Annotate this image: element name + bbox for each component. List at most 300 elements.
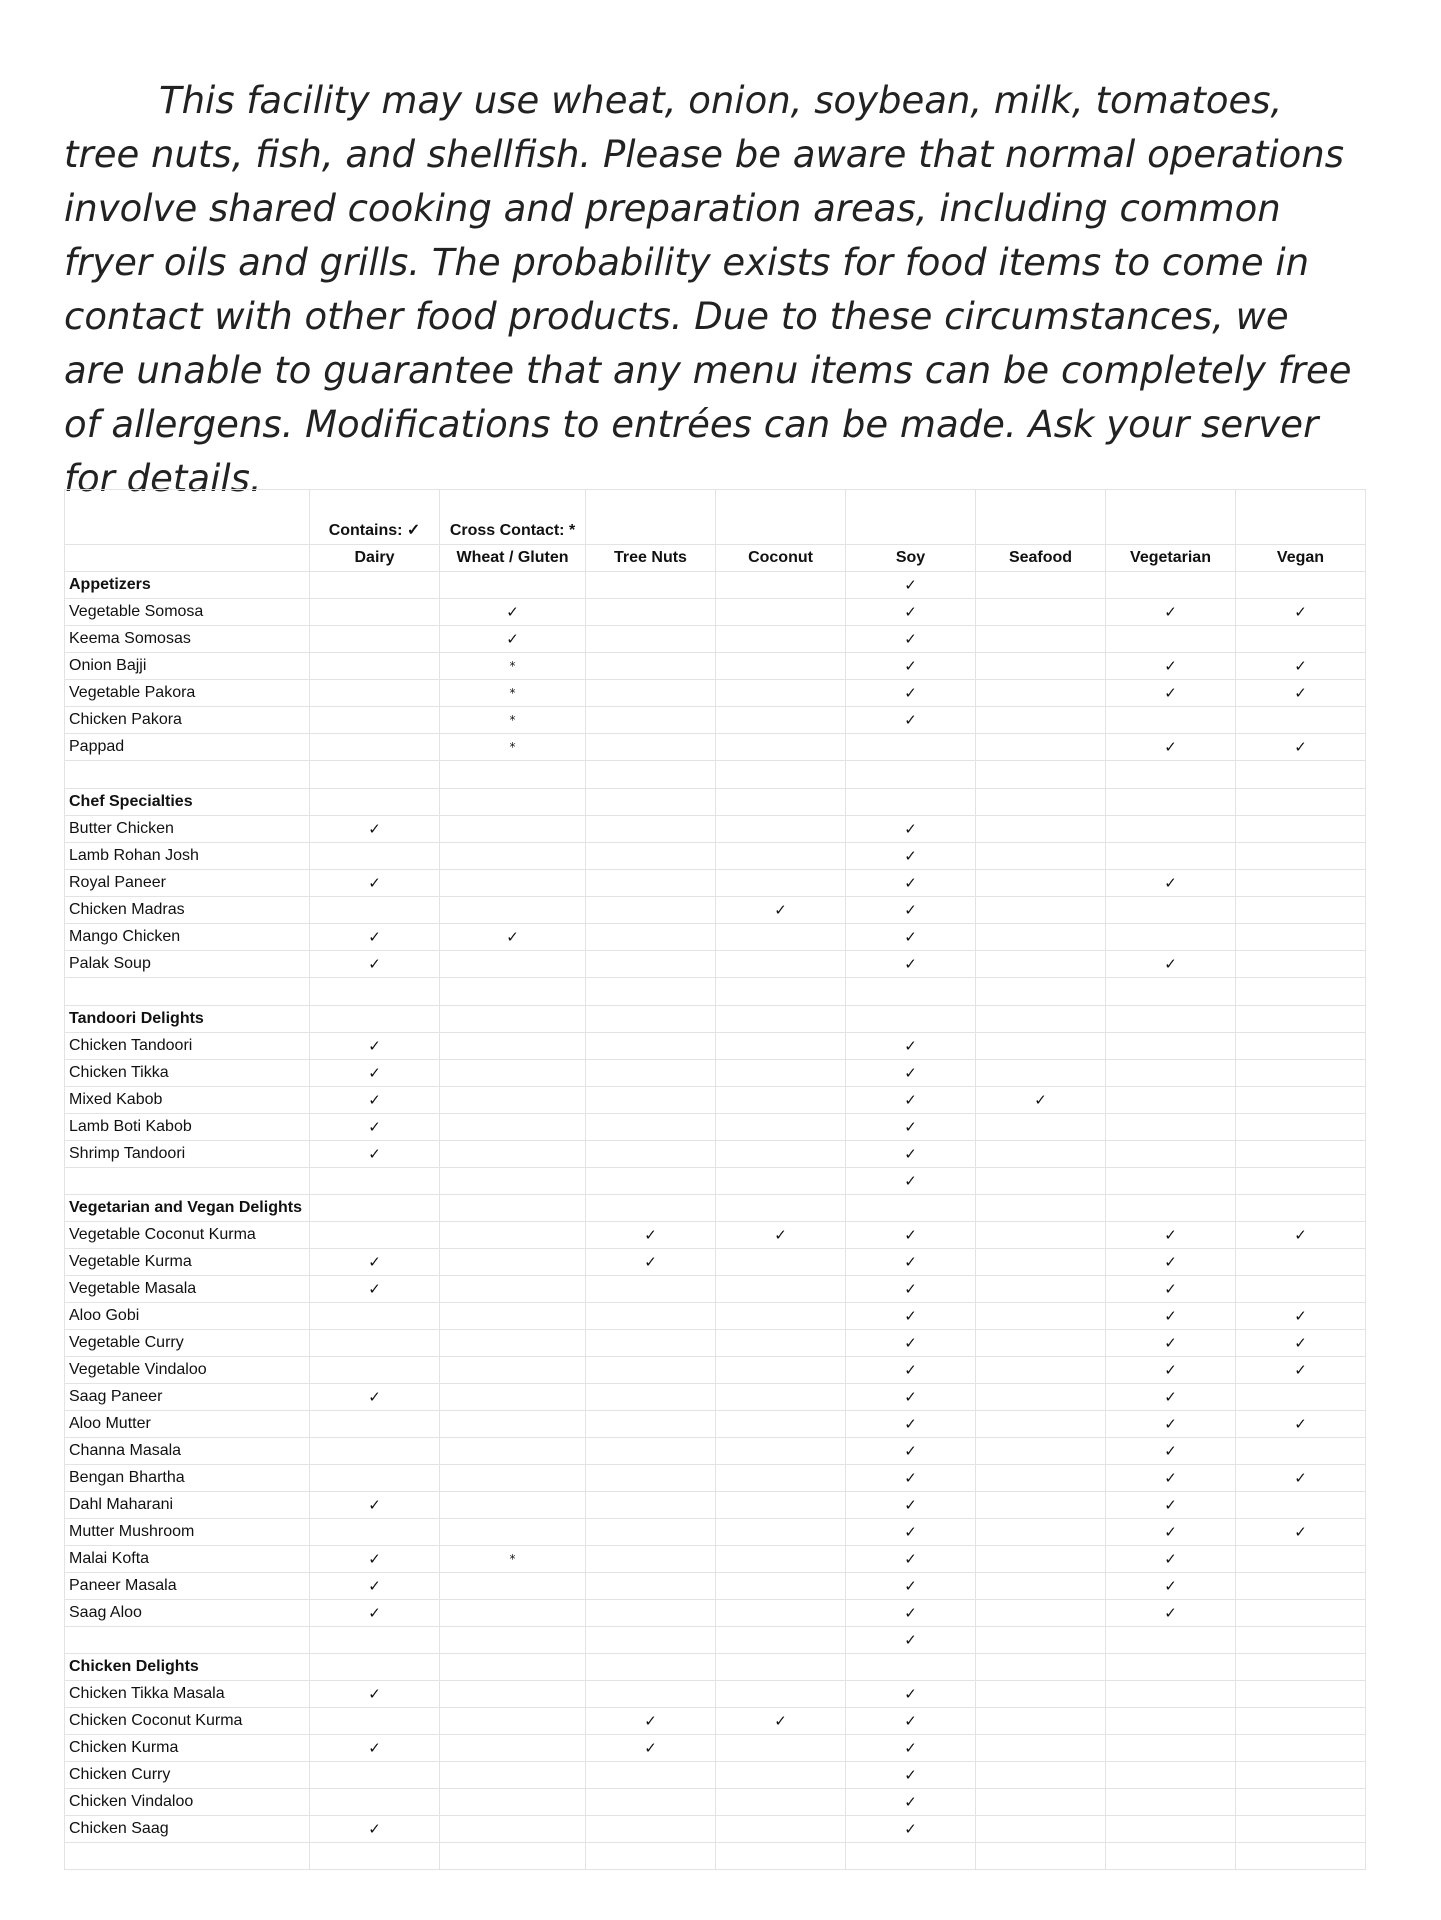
- empty-cell: [1236, 924, 1366, 951]
- check-mark-icon: ✓: [846, 1735, 976, 1762]
- empty-cell: [440, 1681, 586, 1708]
- empty-cell: [586, 599, 716, 626]
- check-mark-icon: ✓: [1106, 1600, 1236, 1627]
- section-header-row: [65, 1195, 1366, 1222]
- menu-item-name: Butter Chicken: [65, 816, 310, 843]
- check-mark-icon: ✓: [1236, 1465, 1366, 1492]
- empty-cell: [1236, 761, 1366, 789]
- empty-cell: [716, 707, 846, 734]
- empty-cell: [846, 978, 976, 1006]
- empty-cell: [440, 789, 586, 816]
- check-mark-icon: ✓: [846, 1033, 976, 1060]
- empty-cell: [586, 1654, 716, 1681]
- column-header-coconut: Coconut: [716, 545, 846, 572]
- empty-cell: [310, 789, 440, 816]
- empty-cell: [586, 1006, 716, 1033]
- empty-cell: [586, 816, 716, 843]
- empty-cell: [976, 1843, 1106, 1870]
- empty-cell: [976, 816, 1106, 843]
- empty-cell: [440, 1276, 586, 1303]
- check-mark-icon: ✓: [846, 1573, 976, 1600]
- empty-cell: [716, 843, 846, 870]
- cross-contact-mark: *: [440, 734, 586, 761]
- table-row: [65, 1843, 1366, 1870]
- empty-cell: [976, 1357, 1106, 1384]
- empty-cell: [1106, 789, 1236, 816]
- empty-cell: [65, 978, 310, 1006]
- menu-item-name: Vegetable Coconut Kurma: [65, 1222, 310, 1249]
- empty-cell: [1236, 1168, 1366, 1195]
- section-title: Vegetarian and Vegan Delights: [65, 1195, 310, 1222]
- empty-cell: [1236, 1060, 1366, 1087]
- menu-item-name: Palak Soup: [65, 951, 310, 978]
- empty-cell: [586, 1141, 716, 1168]
- menu-item-name: Vegetable Curry: [65, 1330, 310, 1357]
- section-header-row: [65, 789, 1366, 816]
- check-mark-icon: ✓: [846, 680, 976, 707]
- empty-cell: [716, 1141, 846, 1168]
- empty-cell: [716, 734, 846, 761]
- empty-cell: [976, 599, 1106, 626]
- empty-cell: [310, 1006, 440, 1033]
- table-row: [65, 1222, 1366, 1249]
- cross-contact-mark: *: [440, 680, 586, 707]
- empty-cell: [1236, 1573, 1366, 1600]
- menu-item-name: Paneer Masala: [65, 1573, 310, 1600]
- empty-cell: [1106, 816, 1236, 843]
- empty-cell: [1236, 1438, 1366, 1465]
- check-mark-icon: ✓: [1236, 599, 1366, 626]
- check-mark-icon: ✓: [1106, 1519, 1236, 1546]
- empty-cell: [440, 897, 586, 924]
- empty-cell: [440, 1735, 586, 1762]
- empty-cell: [586, 1681, 716, 1708]
- empty-cell: [1236, 1708, 1366, 1735]
- empty-cell: [310, 1762, 440, 1789]
- table-row: [65, 1816, 1366, 1843]
- empty-cell: [976, 1276, 1106, 1303]
- check-mark-icon: ✓: [846, 1492, 976, 1519]
- empty-cell: [440, 1438, 586, 1465]
- empty-cell: [976, 1627, 1106, 1654]
- empty-cell: [1106, 1033, 1236, 1060]
- check-mark-icon: ✓: [1236, 653, 1366, 680]
- empty-cell: [976, 1519, 1106, 1546]
- menu-item-name: Mutter Mushroom: [65, 1519, 310, 1546]
- check-mark-icon: ✓: [846, 1708, 976, 1735]
- empty-cell: [976, 1546, 1106, 1573]
- check-mark-icon: ✓: [846, 1465, 976, 1492]
- empty-cell: [716, 1654, 846, 1681]
- empty-cell: [716, 1735, 846, 1762]
- empty-cell: [716, 626, 846, 653]
- check-mark-icon: ✓: [1106, 1357, 1236, 1384]
- empty-cell: [716, 1195, 846, 1222]
- check-mark-icon: ✓: [846, 1330, 976, 1357]
- check-mark-icon: ✓: [846, 1762, 976, 1789]
- empty-cell: [310, 1465, 440, 1492]
- column-header-vegetarian: Vegetarian: [1106, 545, 1236, 572]
- empty-cell: [586, 1195, 716, 1222]
- empty-cell: [976, 789, 1106, 816]
- section-header-row: [65, 1006, 1366, 1033]
- empty-cell: [1236, 1762, 1366, 1789]
- table-row: [65, 1276, 1366, 1303]
- empty-cell: [1236, 626, 1366, 653]
- menu-item-name: Chicken Tandoori: [65, 1033, 310, 1060]
- empty-cell: [716, 1492, 846, 1519]
- menu-item-name: Bengan Bhartha: [65, 1465, 310, 1492]
- table-row: [65, 870, 1366, 897]
- check-mark-icon: ✓: [1236, 1519, 1366, 1546]
- empty-cell: [586, 1384, 716, 1411]
- menu-item-name: Onion Bajji: [65, 653, 310, 680]
- table-row: [65, 1087, 1366, 1114]
- check-mark-icon: ✓: [1236, 1411, 1366, 1438]
- empty-cell: [586, 1357, 716, 1384]
- check-mark-icon: ✓: [1106, 1465, 1236, 1492]
- empty-cell: [440, 761, 586, 789]
- menu-item-name: Chicken Coconut Kurma: [65, 1708, 310, 1735]
- empty-cell: [1106, 1060, 1236, 1087]
- check-mark-icon: ✓: [846, 1384, 976, 1411]
- table-row: [65, 626, 1366, 653]
- allergen-table: [64, 489, 1366, 1870]
- empty-cell: [440, 1654, 586, 1681]
- empty-cell: [1106, 1843, 1236, 1870]
- empty-cell: [586, 1303, 716, 1330]
- empty-cell: [440, 1357, 586, 1384]
- allergen-notice: [64, 74, 1354, 506]
- empty-cell: [1106, 1762, 1236, 1789]
- empty-cell: [586, 626, 716, 653]
- check-mark-icon: ✓: [846, 1276, 976, 1303]
- menu-item-name: Shrimp Tandoori: [65, 1141, 310, 1168]
- menu-item-name: Chicken Tikka Masala: [65, 1681, 310, 1708]
- empty-cell: [1106, 707, 1236, 734]
- check-mark-icon: ✓: [846, 1519, 976, 1546]
- empty-cell: [1106, 1114, 1236, 1141]
- table-row: [65, 707, 1366, 734]
- empty-cell: [310, 978, 440, 1006]
- check-mark-icon: ✓: [846, 653, 976, 680]
- menu-item-name: Keema Somosas: [65, 626, 310, 653]
- empty-cell: [976, 1060, 1106, 1087]
- empty-cell: [716, 1060, 846, 1087]
- empty-cell: [1106, 1087, 1236, 1114]
- empty-cell: [440, 1249, 586, 1276]
- empty-cell: [976, 1411, 1106, 1438]
- empty-cell: [586, 870, 716, 897]
- empty-cell: [846, 1195, 976, 1222]
- menu-item-name: Chicken Curry: [65, 1762, 310, 1789]
- column-header-wheat-gluten: Wheat / Gluten: [440, 545, 586, 572]
- legend-blank-cell: [65, 490, 310, 545]
- empty-cell: [1236, 897, 1366, 924]
- table-row: [65, 843, 1366, 870]
- empty-cell: [586, 1816, 716, 1843]
- empty-cell: [586, 680, 716, 707]
- empty-cell: [976, 1330, 1106, 1357]
- empty-cell: [1236, 951, 1366, 978]
- column-header-seafood: Seafood: [976, 545, 1106, 572]
- empty-cell: [586, 789, 716, 816]
- check-mark-icon: ✓: [310, 870, 440, 897]
- empty-cell: [440, 1222, 586, 1249]
- empty-cell: [440, 1519, 586, 1546]
- menu-item-name: Channa Masala: [65, 1438, 310, 1465]
- empty-cell: [586, 653, 716, 680]
- empty-cell: [846, 761, 976, 789]
- table-row: [65, 1681, 1366, 1708]
- check-mark-icon: ✓: [846, 1600, 976, 1627]
- table-row: [65, 1492, 1366, 1519]
- table-row: [65, 1762, 1366, 1789]
- empty-cell: [440, 1060, 586, 1087]
- check-mark-icon: ✓: [310, 1816, 440, 1843]
- empty-cell: [976, 572, 1106, 599]
- empty-cell: [976, 707, 1106, 734]
- allergen-notice-text: This facility may use wheat, onion, soybean, milk, tomatoes, tree nuts, fish, and shellfish. Please be aware that normal operations involve shared cooking and preparation areas, including common fryer oils and grills. The probability exists for food items to come in contact with other food products. Due to these circumstances, we are unable to guarantee that any menu items can be completely free of allergens. Modifications to entrées can be made. Ask your server for details.: [64, 79, 1352, 500]
- empty-cell: [1236, 1789, 1366, 1816]
- table-row: [65, 924, 1366, 951]
- table-row: [65, 897, 1366, 924]
- empty-cell: [440, 1573, 586, 1600]
- menu-item-name: [65, 1168, 310, 1195]
- empty-cell: [1236, 1141, 1366, 1168]
- check-mark-icon: ✓: [846, 1681, 976, 1708]
- empty-cell: [586, 1492, 716, 1519]
- empty-cell: [1236, 1033, 1366, 1060]
- empty-cell: [310, 1789, 440, 1816]
- empty-cell: [310, 599, 440, 626]
- check-mark-icon: ✓: [846, 1546, 976, 1573]
- check-mark-icon: ✓: [310, 1600, 440, 1627]
- menu-item-name: Royal Paneer: [65, 870, 310, 897]
- check-mark-icon: ✓: [1106, 599, 1236, 626]
- menu-item-name: Saag Aloo: [65, 1600, 310, 1627]
- empty-cell: [586, 978, 716, 1006]
- empty-cell: [976, 951, 1106, 978]
- empty-cell: [716, 1114, 846, 1141]
- empty-cell: [586, 1546, 716, 1573]
- empty-cell: [440, 1114, 586, 1141]
- check-mark-icon: ✓: [1236, 1222, 1366, 1249]
- empty-cell: [716, 653, 846, 680]
- empty-cell: [586, 1276, 716, 1303]
- table-row: [65, 1357, 1366, 1384]
- table-row: [65, 1303, 1366, 1330]
- empty-cell: [310, 680, 440, 707]
- empty-cell: [1106, 572, 1236, 599]
- menu-item-name: Chicken Kurma: [65, 1735, 310, 1762]
- menu-item-name: Chicken Saag: [65, 1816, 310, 1843]
- empty-cell: [976, 653, 1106, 680]
- check-mark-icon: ✓: [846, 951, 976, 978]
- menu-item-name: Dahl Maharani: [65, 1492, 310, 1519]
- empty-cell: [586, 924, 716, 951]
- section-header-row: [65, 1654, 1366, 1681]
- empty-cell: [716, 1789, 846, 1816]
- empty-cell: [1236, 1735, 1366, 1762]
- check-mark-icon: ✓: [716, 1222, 846, 1249]
- menu-item-name: Vegetable Vindaloo: [65, 1357, 310, 1384]
- check-mark-icon: ✓: [310, 816, 440, 843]
- empty-cell: [1236, 1249, 1366, 1276]
- check-mark-icon: ✓: [1236, 734, 1366, 761]
- check-mark-icon: ✓: [586, 1735, 716, 1762]
- table-row: [65, 734, 1366, 761]
- check-mark-icon: ✓: [846, 816, 976, 843]
- empty-cell: [440, 1627, 586, 1654]
- legend-cross-contact: Cross Contact: *: [440, 490, 586, 545]
- column-header-vegan: Vegan: [1236, 545, 1366, 572]
- empty-cell: [716, 1573, 846, 1600]
- empty-cell: [586, 1465, 716, 1492]
- empty-cell: [976, 1222, 1106, 1249]
- empty-cell: [1236, 1087, 1366, 1114]
- empty-cell: [976, 1681, 1106, 1708]
- empty-cell: [440, 1816, 586, 1843]
- empty-cell: [716, 1276, 846, 1303]
- empty-cell: [716, 870, 846, 897]
- empty-cell: [586, 1087, 716, 1114]
- empty-cell: [310, 1222, 440, 1249]
- empty-cell: [976, 1465, 1106, 1492]
- check-mark-icon: ✓: [1106, 1411, 1236, 1438]
- empty-cell: [716, 1843, 846, 1870]
- empty-cell: [1106, 843, 1236, 870]
- check-mark-icon: ✓: [1106, 1438, 1236, 1465]
- empty-cell: [976, 1816, 1106, 1843]
- empty-cell: [586, 1411, 716, 1438]
- empty-cell: [976, 1195, 1106, 1222]
- check-mark-icon: ✓: [846, 572, 976, 599]
- empty-cell: [976, 1600, 1106, 1627]
- empty-cell: [976, 626, 1106, 653]
- empty-cell: [846, 1654, 976, 1681]
- check-mark-icon: ✓: [586, 1249, 716, 1276]
- empty-cell: [586, 707, 716, 734]
- check-mark-icon: ✓: [1236, 680, 1366, 707]
- cross-contact-mark: *: [440, 707, 586, 734]
- legend-row: [65, 490, 1366, 545]
- check-mark-icon: ✓: [310, 1276, 440, 1303]
- check-mark-icon: ✓: [1106, 1546, 1236, 1573]
- menu-item-name: Vegetable Somosa: [65, 599, 310, 626]
- check-mark-icon: ✓: [846, 626, 976, 653]
- check-mark-icon: ✓: [1236, 1303, 1366, 1330]
- empty-cell: [716, 978, 846, 1006]
- empty-cell: [1106, 1168, 1236, 1195]
- empty-cell: [586, 1762, 716, 1789]
- empty-cell: [310, 1708, 440, 1735]
- empty-cell: [716, 789, 846, 816]
- empty-cell: [586, 1519, 716, 1546]
- check-mark-icon: ✓: [716, 1708, 846, 1735]
- check-mark-icon: ✓: [846, 897, 976, 924]
- empty-cell: [440, 1465, 586, 1492]
- column-header-row: [65, 545, 1366, 572]
- empty-cell: [716, 924, 846, 951]
- empty-cell: [976, 680, 1106, 707]
- column-header-tree-nuts: Tree Nuts: [586, 545, 716, 572]
- empty-cell: [1106, 761, 1236, 789]
- check-mark-icon: ✓: [310, 1573, 440, 1600]
- empty-cell: [440, 572, 586, 599]
- check-mark-icon: ✓: [1106, 1384, 1236, 1411]
- empty-cell: [586, 1789, 716, 1816]
- table-row: [65, 816, 1366, 843]
- spacer-row: [65, 761, 1366, 789]
- empty-cell: [1236, 870, 1366, 897]
- check-mark-icon: ✓: [846, 870, 976, 897]
- column-header-soy: Soy: [846, 545, 976, 572]
- check-mark-icon: ✓: [440, 599, 586, 626]
- empty-cell: [976, 1249, 1106, 1276]
- empty-cell: [1236, 1600, 1366, 1627]
- check-mark-icon: ✓: [1106, 1249, 1236, 1276]
- empty-cell: [976, 761, 1106, 789]
- empty-cell: [586, 1600, 716, 1627]
- empty-cell: [716, 1087, 846, 1114]
- allergen-table-wrapper: [64, 489, 1366, 1870]
- empty-cell: [976, 1654, 1106, 1681]
- empty-cell: [716, 761, 846, 789]
- check-mark-icon: ✓: [1106, 1303, 1236, 1330]
- menu-item-name: Pappad: [65, 734, 310, 761]
- empty-cell: [440, 1195, 586, 1222]
- table-row: [65, 1060, 1366, 1087]
- empty-cell: [440, 1600, 586, 1627]
- empty-cell: [716, 1519, 846, 1546]
- empty-cell: [1106, 1681, 1236, 1708]
- empty-cell: [976, 1573, 1106, 1600]
- check-mark-icon: ✓: [846, 1168, 976, 1195]
- check-mark-icon: ✓: [846, 1357, 976, 1384]
- empty-cell: [440, 1006, 586, 1033]
- empty-cell: [1236, 1546, 1366, 1573]
- empty-cell: [1236, 1816, 1366, 1843]
- empty-cell: [716, 1465, 846, 1492]
- empty-cell: [716, 1357, 846, 1384]
- table-row: [65, 1465, 1366, 1492]
- empty-cell: [1106, 1006, 1236, 1033]
- empty-cell: [1236, 843, 1366, 870]
- check-mark-icon: ✓: [310, 1681, 440, 1708]
- menu-item-name: Vegetable Kurma: [65, 1249, 310, 1276]
- menu-item-name: Chicken Madras: [65, 897, 310, 924]
- table-row: [65, 1384, 1366, 1411]
- empty-cell: [716, 1546, 846, 1573]
- empty-cell: [1236, 816, 1366, 843]
- empty-cell: [440, 1141, 586, 1168]
- check-mark-icon: ✓: [1106, 1222, 1236, 1249]
- empty-cell: [310, 1843, 440, 1870]
- empty-cell: [976, 1492, 1106, 1519]
- check-mark-icon: ✓: [310, 1735, 440, 1762]
- empty-cell: [1106, 1708, 1236, 1735]
- empty-cell: [440, 1033, 586, 1060]
- empty-cell: [440, 978, 586, 1006]
- table-row: [65, 1114, 1366, 1141]
- check-mark-icon: ✓: [1236, 1357, 1366, 1384]
- empty-cell: [310, 1627, 440, 1654]
- check-mark-icon: ✓: [976, 1087, 1106, 1114]
- check-mark-icon: ✓: [846, 1789, 976, 1816]
- empty-cell: [586, 1438, 716, 1465]
- empty-cell: [65, 761, 310, 789]
